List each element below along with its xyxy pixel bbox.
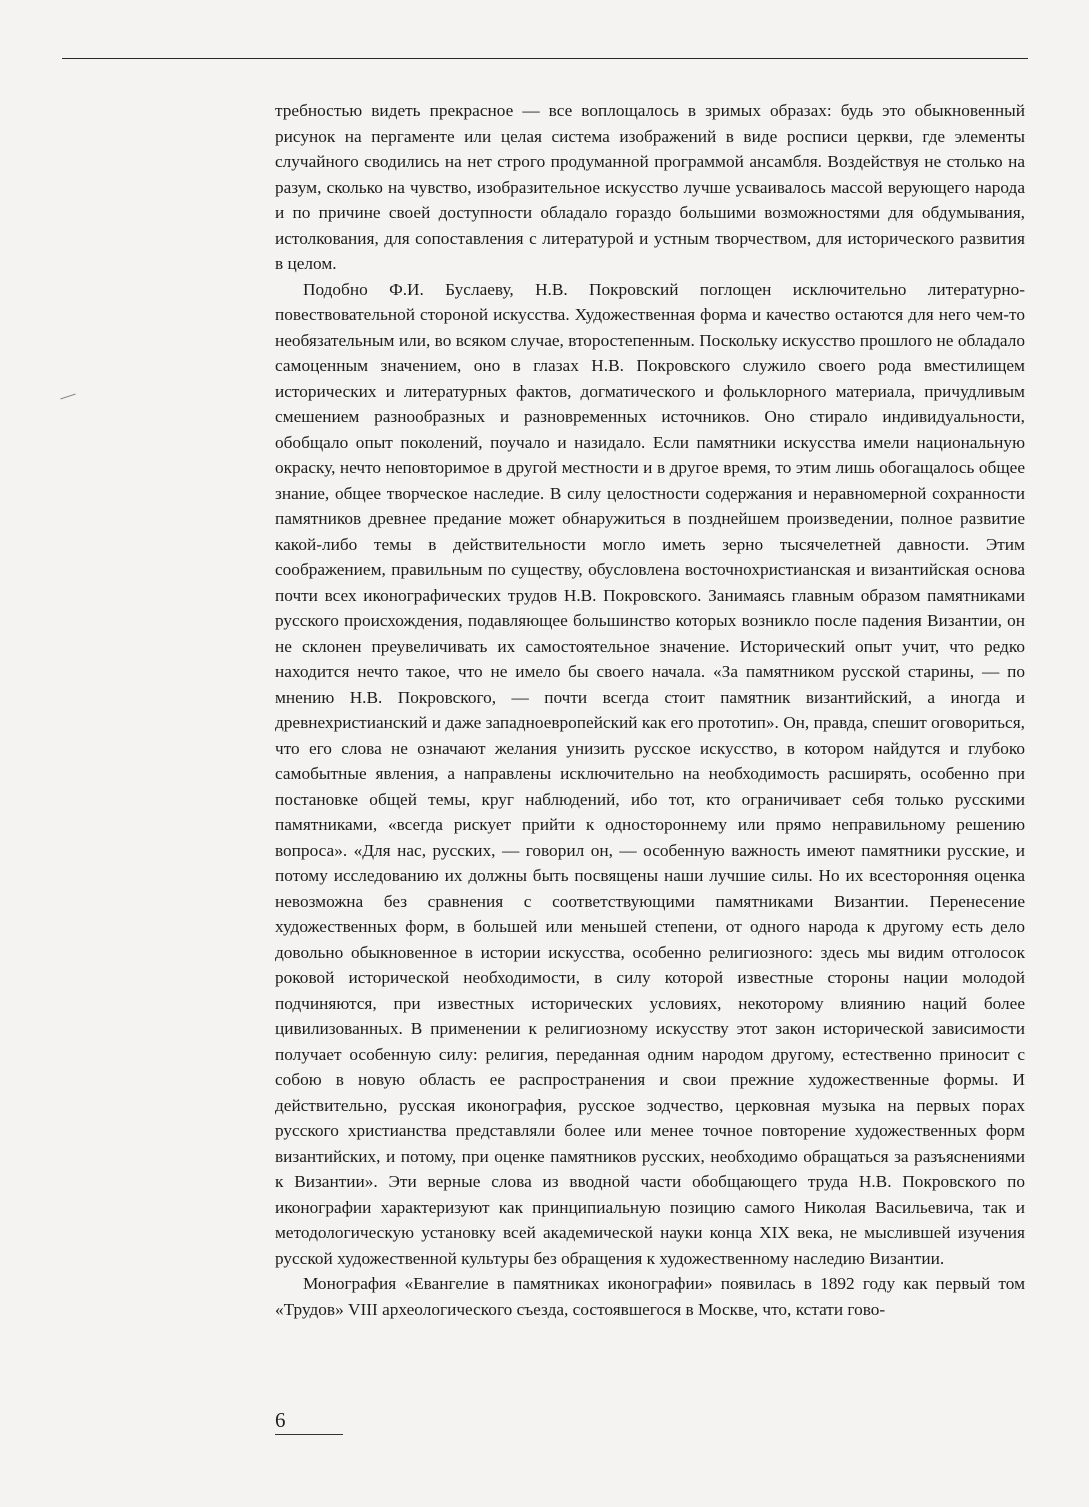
body-text — [275, 98, 1025, 1322]
paragraph-2: Подобно Ф.И. Буслаеву, Н.В. Покровский поглощен исключительно литературно-повествовательной стороной искусства. Художественная форма и качество остаются для него чем-то необязательным или, во всяком случае, второстепенным. Поскольку искусство прошлого не обладало самоценным значением, оно в глазах Н.В. Покровского служило своего рода вместилищем исторических и литературных фактов, догматического и фольклорного материала, причудливым смешением разнообразных и разновременных источников. Оно стирало индивидуальности, обобщало опыт поколений, поучало и назидало. Если памятники искусства имели национальную окраску, нечто неповторимое в другой местности и в другое время, то этим лишь обогащалось общее знание, общее творческое наследие. В силу целостности содержания и неравномерной сохранности памятников древнее предание может обнаружиться в позднейшем произведении, полное развитие какой-либо темы в действительности могло иметь зерно тысячелетней давности. Этим соображением, правильным по существу, обусловлена восточнохристианская и византийская основа почти всех иконографических трудов Н.В. Покровского. Занимаясь главным образом памятниками русского происхождения, подавляющее большинство которых возникло после падения Византии, он не склонен преувеличивать их самостоятельное значение. Исторический опыт учит, что редко находится нечто такое, что не имело бы своего начала. «За памятником русской старины, — по мнению Н.В. Покровского, — почти всегда стоит памятник византийский, а иногда и древнехристианский и даже западноевропейский как его прототип». Он, правда, спешит оговориться, что его слова не означают желания унизить русское искусство, в котором найдутся и глубоко самобытные явления, а направлены исключительно на необходимость расширять, особенно при постановке общей темы, круг наблюдений, ибо тот, кто ограничивает себя только русскими памятниками, «всегда рискует прийти к одностороннему или прямо неправильному решению вопроса». «Для нас, русских, — говорил он, — особенную важность имеют памятники русские, и потому исследованию их должны быть посвящены наши лучшие силы. Но их всесторонняя оценка невозможна без сравнения с соответствующими памятниками Византии. Перенесение художественных форм, в большей или меньшей степени, от одного народа к другому есть дело довольно обыкновенное в истории искусства, особенно религиозного: здесь мы видим отголосок роковой исторической необходимости, в силу которой известные стороны нации молодой подчиняются, при известных исторических условиях, некоторому влиянию наций более цивилизованных. В применении к религиозному искусству этот закон исторической зависимости получает особенную силу: религия, переданная одним народом другому, естественно приносит с собою в новую область ее распространения и свои прежние художественные формы. И действительно, русская иконография, русское зодчество, церковная музыка на первых порах русского христианства представляли более или менее точное повторение художественных форм византийских, и потому, при оценке памятников русских, необходимо обращаться за разъяснениями к Византии». Эти верные слова из вводной части обобщающего труда Н.В. Покровского по иконографии характеризуют как принципиальную позицию самого Николая Васильевича, так и методологическую установку всей академической науки конца XIX века, не мыслившей изучения русской художественной культуры без обращения к художественному наследию Византии. — [275, 279, 1025, 1268]
page-number: 6 — [275, 1408, 286, 1432]
header-rule — [62, 58, 1028, 59]
margin-mark — [60, 394, 76, 400]
page-number-rule — [275, 1434, 343, 1435]
paragraph-3: Монография «Евангелие в памятниках иконографии» появилась в 1892 году как первый том «Трудов» VIII археологического съезда, состоявшегося в Москве, что, кстати гово- — [275, 1274, 1025, 1319]
paragraph-1: требностью видеть прекрасное — все воплощалось в зримых образах: будь это обыкновенный рисунок на пергаменте или целая система изображений в виде росписи церкви, где элементы случайного сводились на нет строго продуманной программой ансамбля. Воздействуя не столько на разум, сколько на чувство, изобразительное искусство лучше усваивалось массой верующего народа и по причине своей доступности обладало гораздо большими возможностями для обдумывания, истолкования, для сопоставления с литературой и устным творчеством, для исторического развития в целом. — [275, 101, 1025, 273]
